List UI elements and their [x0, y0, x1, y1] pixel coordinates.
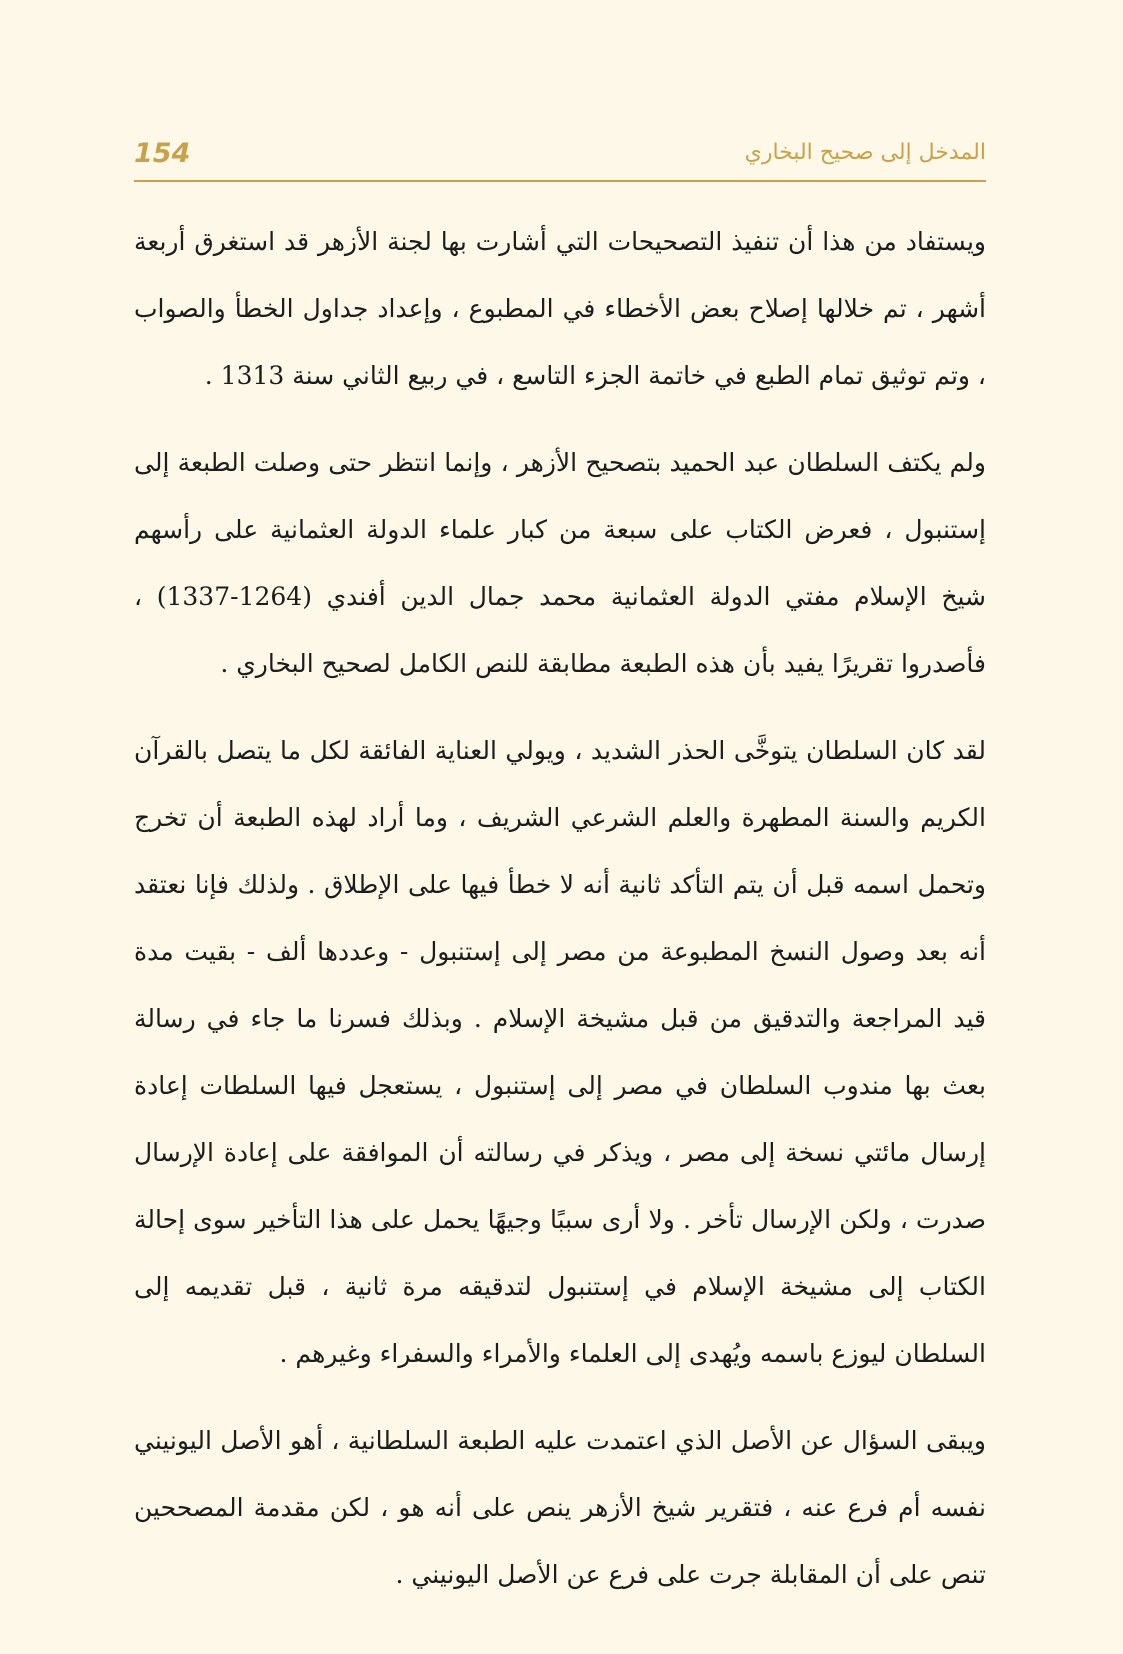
running-title: المدخل إلى صحيح البخاري	[744, 140, 986, 165]
page-number: 154	[134, 138, 191, 169]
body-text	[134, 208, 986, 1628]
page-header	[134, 132, 986, 182]
paragraph: ولم يكتف السلطان عبد الحميد بتصحيح الأزهر ، وإنما انتظر حتى وصلت الطبعة إلى إستنبول ، فعرض الكتاب على سبعة من كبار علماء الدولة العثمانية على رأسهم شيخ الإسلام مفتي الدولة العثمانية محمد جمال الدين أفندي (1264-1337) ، فأصدروا تقريرًا يفيد بأن هذه الطبعة مطابقة للنص الكامل لصحيح البخاري .	[134, 448, 986, 678]
paragraph: لقد كان السلطان يتوخَّى الحذر الشديد ، ويولي العناية الفائقة لكل ما يتصل بالقرآن الكريم والسنة المطهرة والعلم الشرعي الشريف ، وما أراد لهذه الطبعة أن تخرج وتحمل اسمه قبل أن يتم التأكد ثانية أنه لا خطأ فيها على الإطلاق . ولذلك فإنا نعتقد أنه بعد وصول النسخ المطبوعة من مصر إلى إستنبول - وعددها ألف - بقيت مدة قيد المراجعة والتدقيق من قبل مشيخة الإسلام . وبذلك فسرنا ما جاء في رسالة بعث بها مندوب السلطان في مصر إلى إستنبول ، يستعجل فيها السلطات إعادة إرسال مائتي نسخة إلى مصر ، ويذكر في رسالته أن الموافقة على إعادة الإرسال صدرت ، ولكن الإرسال تأخر . ولا أرى سببًا وجيهًا يحمل على هذا التأخير سوى إحالة الكتاب إلى مشيخة الإسلام في إستنبول لتدقيقه مرة ثانية ، قبل تقديمه إلى السلطان ليوزع باسمه ويُهدى إلى العلماء والأمراء والسفراء وغيرهم .	[134, 736, 986, 1368]
paragraph: ويبقى السؤال عن الأصل الذي اعتمدت عليه الطبعة السلطانية ، أهو الأصل اليونيني نفسه أم فرع عنه ، فتقرير شيخ الأزهر ينص على أنه هو ، لكن مقدمة المصححين تنص على أن المقابلة جرت على فرع عن الأصل اليونيني .	[134, 1426, 986, 1589]
paragraph: ويستفاد من هذا أن تنفيذ التصحيحات التي أشارت بها لجنة الأزهر قد استغرق أربعة أشهر ، تم خلالها إصلاح بعض الأخطاء في المطبوع ، وإعداد جداول الخطأ والصواب ، وتم توثيق تمام الطبع في خاتمة الجزء التاسع ، في ربيع الثاني سنة 1313 .	[134, 227, 987, 390]
